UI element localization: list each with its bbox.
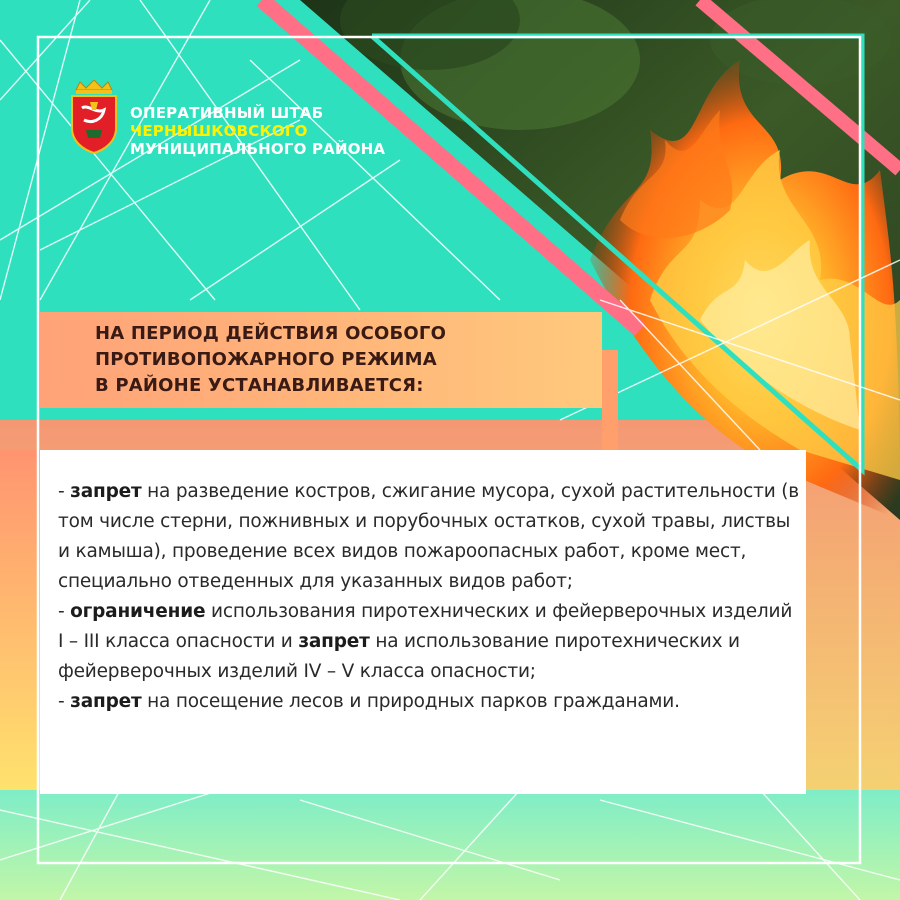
bullet-dash: - (58, 601, 71, 622)
keyword: запрет (70, 691, 142, 712)
item-text: использования пиротехнических и фейерверочных изделий I – III класса опасности и (58, 601, 793, 652)
coat-of-arms-icon (66, 80, 122, 154)
list-item (58, 477, 803, 597)
keyword: ограничение (70, 601, 206, 622)
title-line-3: В РАЙОНЕ УСТАНАВЛИВАЕТСЯ: (95, 375, 424, 396)
org-line-3: МУНИЦИПАЛЬНОГО РАЙОНА (130, 140, 386, 158)
keyword: запрет (70, 481, 142, 502)
org-line-1: ОПЕРАТИВНЫЙ ШТАБ (130, 104, 324, 122)
keyword: запрет (298, 631, 370, 652)
item-text: на использование пиротехнических и фейерверочных изделий IV – V класса опасности; (58, 631, 740, 682)
bullet-dash: - (58, 481, 71, 502)
title-line-2: ПРОТИВОПОЖАРНОГО РЕЖИМА (95, 349, 437, 370)
page-title (95, 321, 595, 399)
title-line-1: НА ПЕРИОД ДЕЙСТВИЯ ОСОБОГО (95, 323, 447, 344)
org-line-2: ЧЕРНЫШКОВСКОГО (130, 122, 308, 140)
list-item (58, 687, 803, 717)
item-text: на разведение костров, сжигание мусора, сухой растительности (в том числе стерни, пожнивных и порубочных остатков, сухой травы, листвы и камыша), проведение всех видов пожароопасных работ, кроме мест, специально отведенных для указанных видов работ; (58, 481, 799, 592)
list-item (58, 597, 803, 687)
organization-name (130, 104, 385, 158)
bullet-dash: - (58, 691, 71, 712)
item-text: на посещение лесов и природных парков гражданами. (141, 691, 680, 712)
rules-list (58, 477, 803, 717)
